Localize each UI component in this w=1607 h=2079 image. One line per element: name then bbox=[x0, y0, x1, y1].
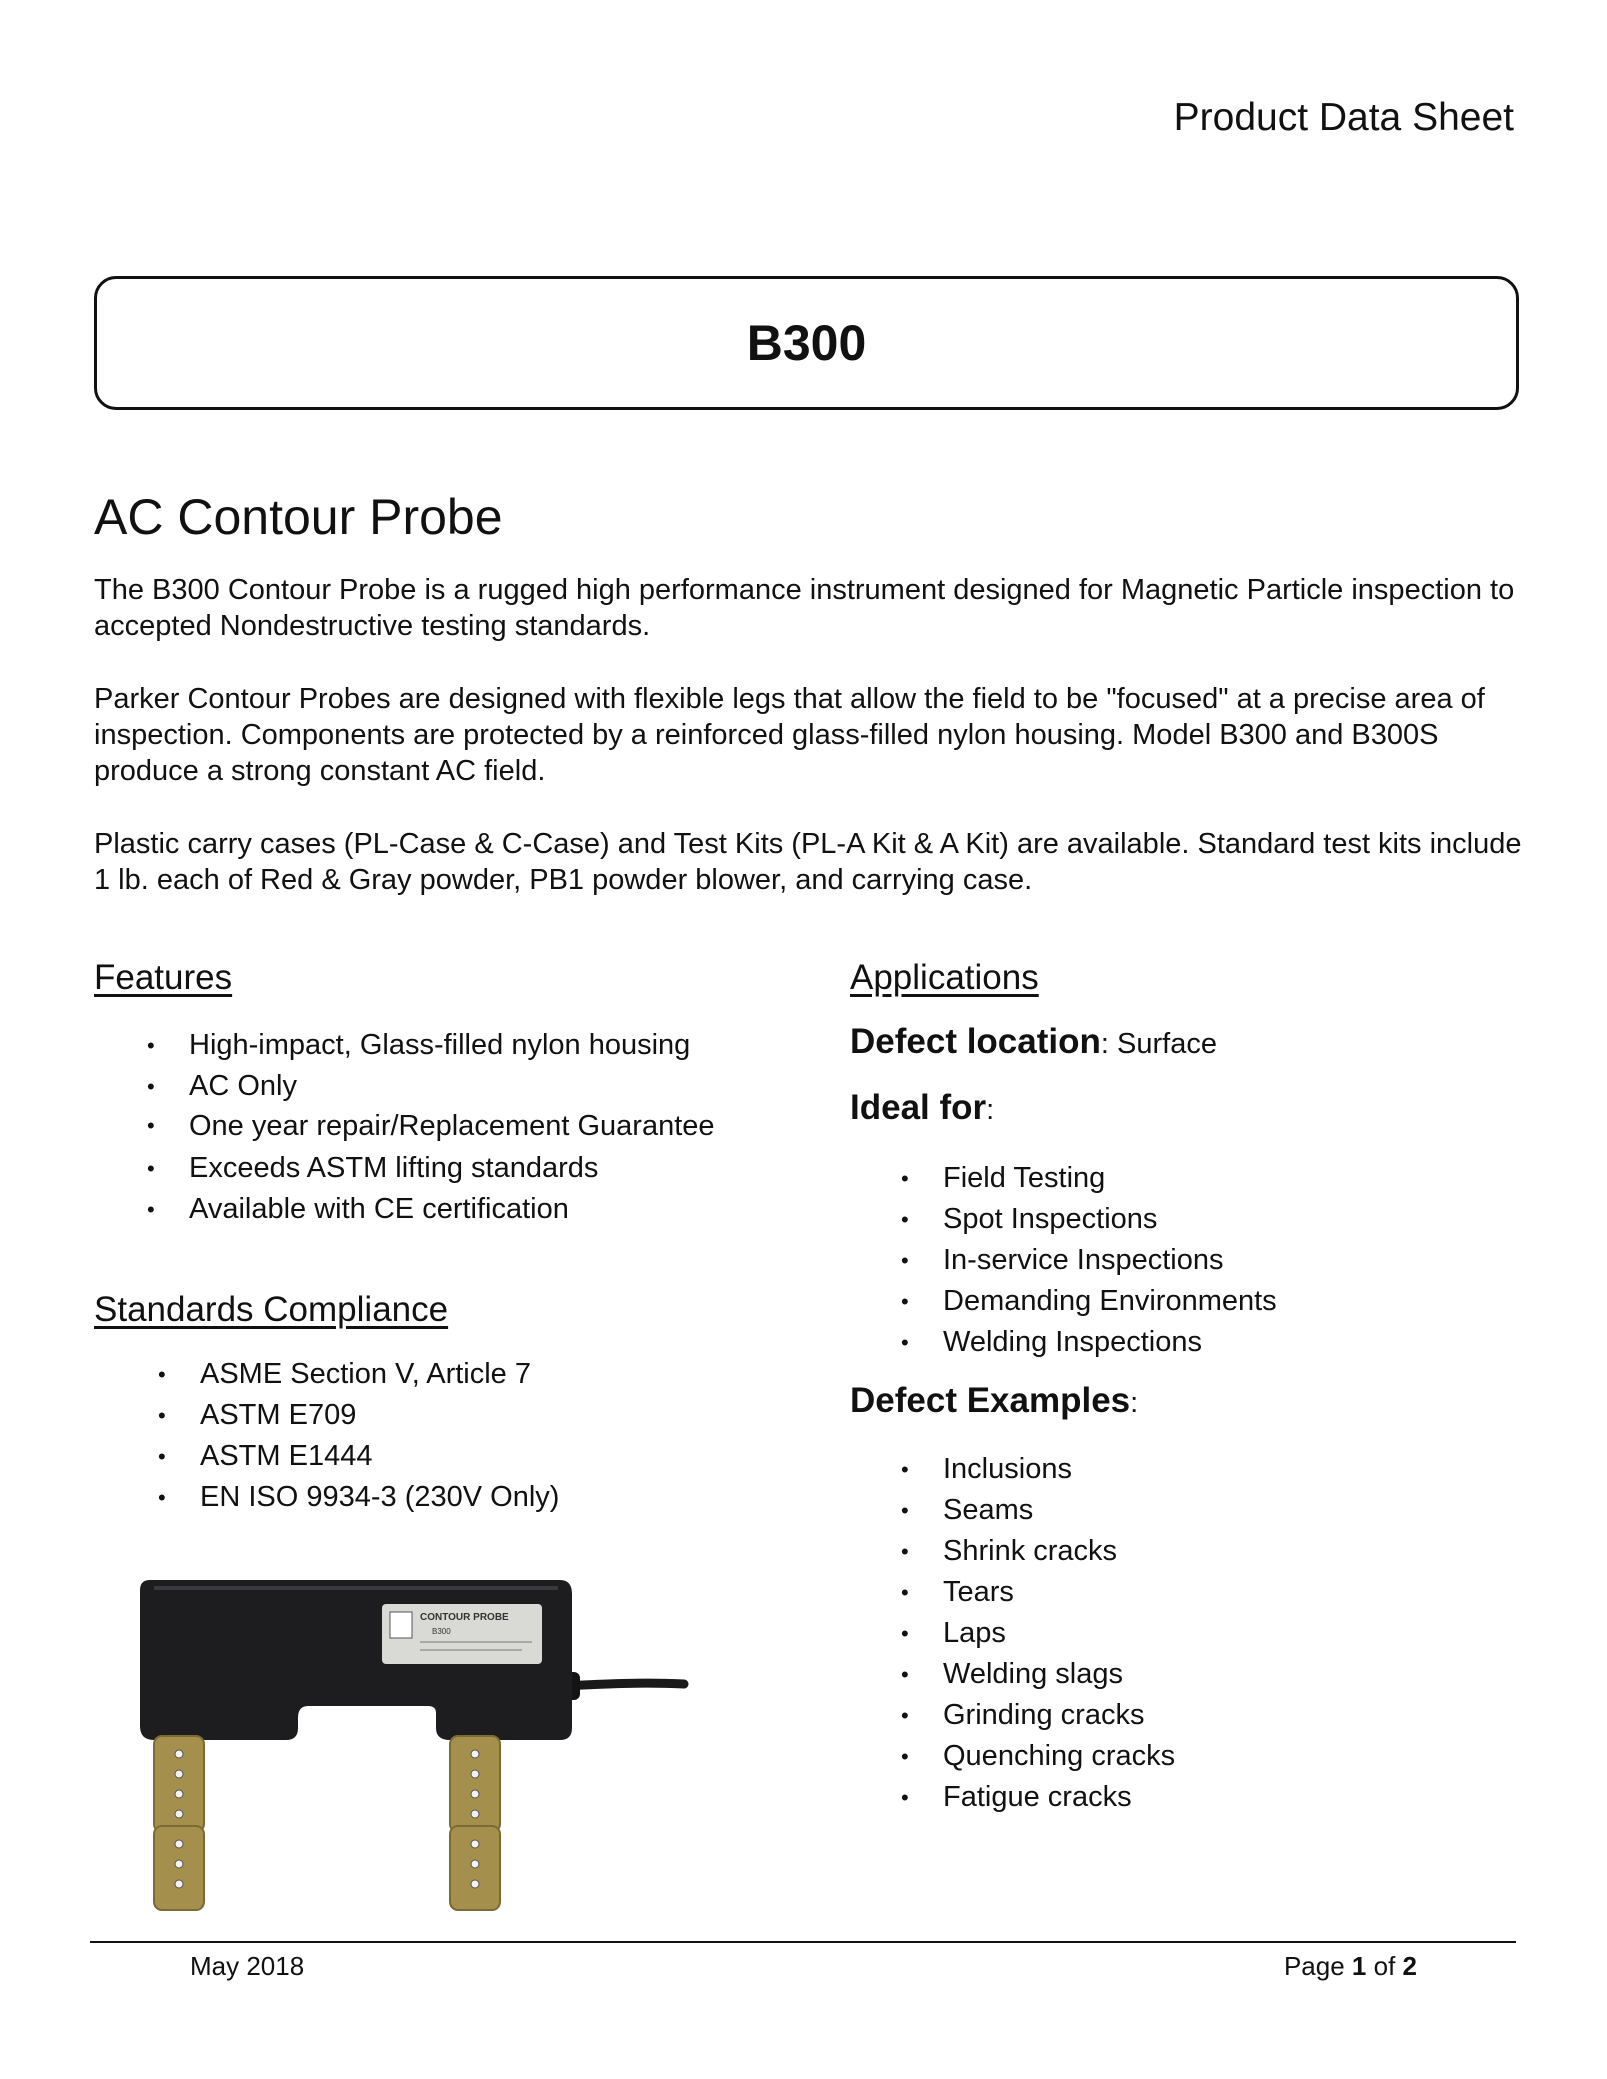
defect-location-line bbox=[850, 1022, 1217, 1062]
bullet-icon: • bbox=[901, 1457, 909, 1482]
product-name: AC Contour Probe bbox=[94, 489, 503, 545]
bullet-icon: • bbox=[901, 1580, 909, 1605]
list-item: • Shrink cracks bbox=[943, 1531, 1503, 1572]
defect-location-value: Surface bbox=[1117, 1028, 1217, 1060]
list-item: • Welding slags bbox=[943, 1654, 1503, 1695]
colon: : bbox=[1130, 1387, 1139, 1419]
total-pages: 2 bbox=[1402, 1951, 1417, 1981]
footer-divider bbox=[90, 1941, 1516, 1943]
bullet-icon: • bbox=[901, 1539, 909, 1564]
list-item: • Spot Inspections bbox=[943, 1199, 1503, 1240]
bullet-icon: • bbox=[901, 1662, 909, 1687]
bullet-icon: • bbox=[901, 1498, 909, 1523]
bullet-icon: • bbox=[901, 1166, 909, 1191]
list-item: • Inclusions bbox=[943, 1449, 1503, 1490]
bullet-icon: • bbox=[158, 1485, 166, 1510]
list-item: • Quenching cracks bbox=[943, 1736, 1503, 1777]
list-item: • ASME Section V, Article 7 bbox=[200, 1354, 760, 1395]
list-item: • EN ISO 9934-3 (230V Only) bbox=[200, 1477, 760, 1518]
list-item: • Exceeds ASTM lifting standards bbox=[189, 1148, 779, 1189]
bullet-icon: • bbox=[158, 1403, 166, 1428]
colon: : bbox=[1100, 1028, 1118, 1060]
bullet-icon: • bbox=[147, 1113, 155, 1138]
bullet-icon: • bbox=[147, 1156, 155, 1181]
footer-page-number: Page 1 of 2 bbox=[1283, 1951, 1417, 1981]
list-item: • ASTM E1444 bbox=[200, 1436, 760, 1477]
probe-label-text: CONTOUR PROBE bbox=[420, 1612, 509, 1623]
bullet-icon: • bbox=[901, 1703, 909, 1728]
list-item: • One year repair/Replacement Guarantee bbox=[189, 1107, 779, 1148]
list-item: • Seams bbox=[943, 1490, 1503, 1531]
bullet-icon: • bbox=[901, 1248, 909, 1273]
bullet-icon: • bbox=[147, 1197, 155, 1222]
intro-paragraph-3: Plastic carry cases (PL-Case & C-Case) and Test Kits (PL-A Kit & A Kit) are available. Standard test kits include 1 lb. each of Red & Gray powder, PB1 powder blower, and carrying case. bbox=[94, 828, 1522, 896]
model-title-box bbox=[94, 276, 1519, 410]
list-item: • Tears bbox=[943, 1572, 1503, 1613]
list-item: • Available with CE certification bbox=[189, 1189, 779, 1230]
defect-examples-list bbox=[901, 1449, 1503, 1818]
colon: : bbox=[986, 1094, 995, 1126]
list-item: • Fatigue cracks bbox=[943, 1777, 1503, 1818]
ideal-for-label: Ideal for bbox=[850, 1088, 987, 1127]
list-item: • High-impact, Glass-filled nylon housing bbox=[189, 1025, 779, 1066]
standards-list bbox=[158, 1354, 760, 1518]
bullet-icon: • bbox=[147, 1033, 155, 1058]
list-item: • Field Testing bbox=[943, 1158, 1503, 1199]
bullet-icon: • bbox=[901, 1330, 909, 1355]
list-item: • Demanding Environments bbox=[943, 1281, 1503, 1322]
parker-logo bbox=[390, 1612, 412, 1638]
features-heading: Features bbox=[94, 958, 233, 997]
features-list bbox=[147, 1025, 779, 1230]
cable bbox=[562, 1683, 684, 1686]
intro-paragraph-1: The B300 Contour Probe is a rugged high performance instrument designed for Magnetic Particle inspection to accepted Nondestructive testing standards. bbox=[94, 574, 1515, 642]
applications-heading: Applications bbox=[850, 958, 1039, 997]
list-item: • Welding Inspections bbox=[943, 1322, 1503, 1363]
list-item: • In-service Inspections bbox=[943, 1240, 1503, 1281]
model-title: B300 bbox=[746, 315, 867, 371]
bullet-icon: • bbox=[158, 1444, 166, 1469]
product-photo bbox=[132, 1568, 692, 1913]
standards-heading: Standards Compliance bbox=[94, 1290, 449, 1329]
current-page: 1 bbox=[1351, 1951, 1367, 1981]
defect-examples-label: Defect Examples bbox=[850, 1381, 1131, 1420]
defect-location-label: Defect location bbox=[850, 1022, 1101, 1061]
list-item: • AC Only bbox=[189, 1066, 779, 1107]
bullet-icon: • bbox=[901, 1621, 909, 1646]
intro-paragraph-2: Parker Contour Probes are designed with flexible legs that allow the field to be "focused" at a precise area of inspection. Components are protected by a reinforced glass-filled nylon housing. Model B300 and B300S produce a strong constant AC field. bbox=[94, 683, 1485, 787]
ideal-for-line bbox=[850, 1088, 994, 1128]
probe-label-model: B300 bbox=[432, 1627, 451, 1636]
list-item: • ASTM E709 bbox=[200, 1395, 760, 1436]
bullet-icon: • bbox=[901, 1289, 909, 1314]
footer-date: May 2018 bbox=[190, 1951, 305, 1981]
document-type-header: Product Data Sheet bbox=[1173, 96, 1514, 139]
bullet-icon: • bbox=[901, 1207, 909, 1232]
list-item: • Grinding cracks bbox=[943, 1695, 1503, 1736]
list-item: • Laps bbox=[943, 1613, 1503, 1654]
bullet-icon: • bbox=[901, 1744, 909, 1769]
bullet-icon: • bbox=[901, 1785, 909, 1810]
bullet-icon: • bbox=[147, 1074, 155, 1099]
ideal-for-list bbox=[901, 1158, 1503, 1363]
bullet-icon: • bbox=[158, 1362, 166, 1387]
defect-examples-line bbox=[850, 1381, 1138, 1421]
